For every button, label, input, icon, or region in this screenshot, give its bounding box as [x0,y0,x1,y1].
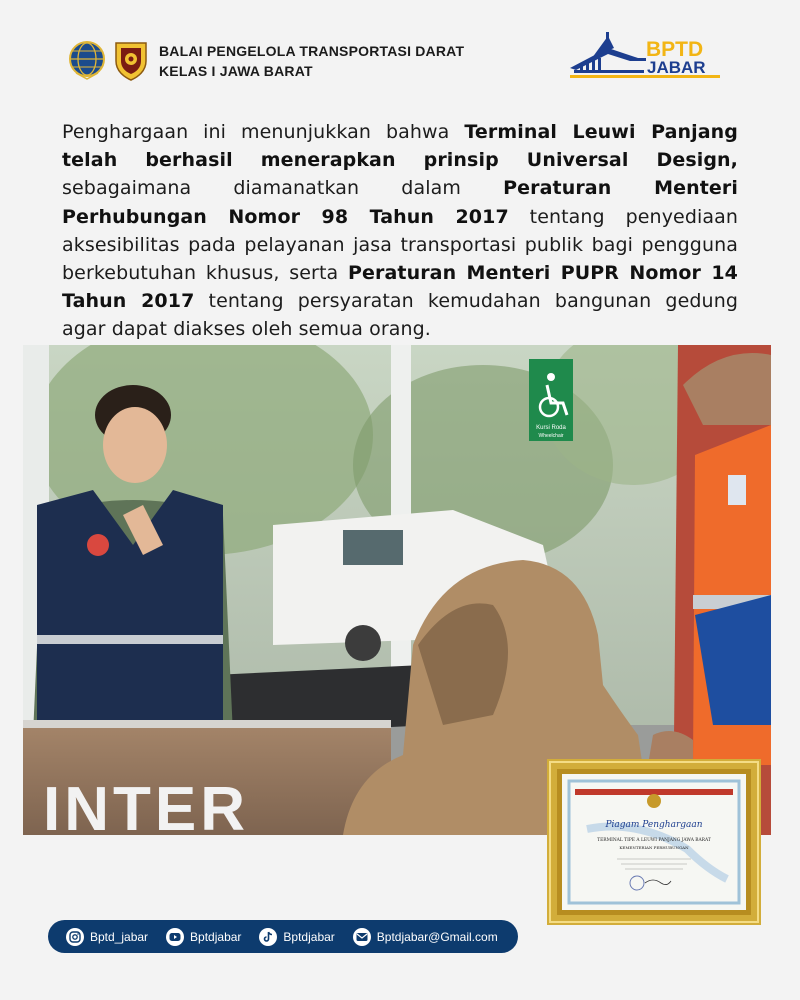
award-certificate [547,759,761,925]
text-segment: Penghargaan ini menunjukkan bahwa [62,121,465,143]
sign-text-2: Wheelchair [538,433,564,439]
youtube-handle: Bptdjabar [190,929,242,944]
bold-terminal-name: Terminal Leuwi Panjang telah berhasil menerapkan prinsip Universal Design, [62,121,738,172]
counter-letters: INTER [43,775,249,835]
brand-line2: JABAR [647,58,706,77]
tiktok-link[interactable] [259,928,334,946]
email-link[interactable] [353,928,498,946]
instagram-handle: Bptd_jabar [90,929,149,944]
email-address: Bptdjabar@Gmail.com [376,929,498,944]
certificate-frame [547,759,761,925]
certificate-recipient: TERMINAL TIPE A LEUWI PANJANG JAWA BARAT [597,838,711,843]
text-segment: tentang persyaratan kemudahan bangunan gedung agar dapat diakses oleh semua orang. [62,290,738,341]
bold-regulation-1: Peraturan Menteri Perhubungan Nomor 98 Tahun 2017 [62,177,738,228]
organization-name [159,41,464,81]
certificate-issuer: KEMENTERIAN PERHUBUNGAN [619,845,689,850]
header-logos [68,39,150,81]
tiktok-icon [259,928,277,946]
email-icon [353,928,371,946]
description-paragraph [62,118,738,344]
certificate-title: Piagam Penghargaan [605,820,703,830]
text-segment: sebagaimana diamanatkan dalam [62,177,504,200]
text-segment: tentang penyediaan aksesibilitas pada pelayanan jasa transportasi publik bagi pengguna berkebutuhan khusus, serta [62,205,738,285]
sign-text-1: Kursi Roda [536,425,566,431]
shield-emblem-icon [112,39,150,81]
instagram-icon [66,928,84,946]
instagram-link[interactable] [66,928,148,946]
bold-regulation-2: Peraturan Menteri PUPR Nomor 14 Tahun 2017 [62,262,738,313]
youtube-link[interactable] [166,928,241,946]
bptd-jabar-logo [568,28,728,88]
youtube-icon [166,928,184,946]
org-name-line2: KELAS I JAWA BARAT [159,63,313,79]
brand-line1: BPTD [646,38,704,61]
ministry-emblem-icon [68,39,106,81]
org-name-line1: BALAI PENGELOLA TRANSPORTASI DARAT [159,43,465,59]
social-media-bar [48,920,518,953]
tiktok-handle: Bptdjabar [283,929,335,944]
